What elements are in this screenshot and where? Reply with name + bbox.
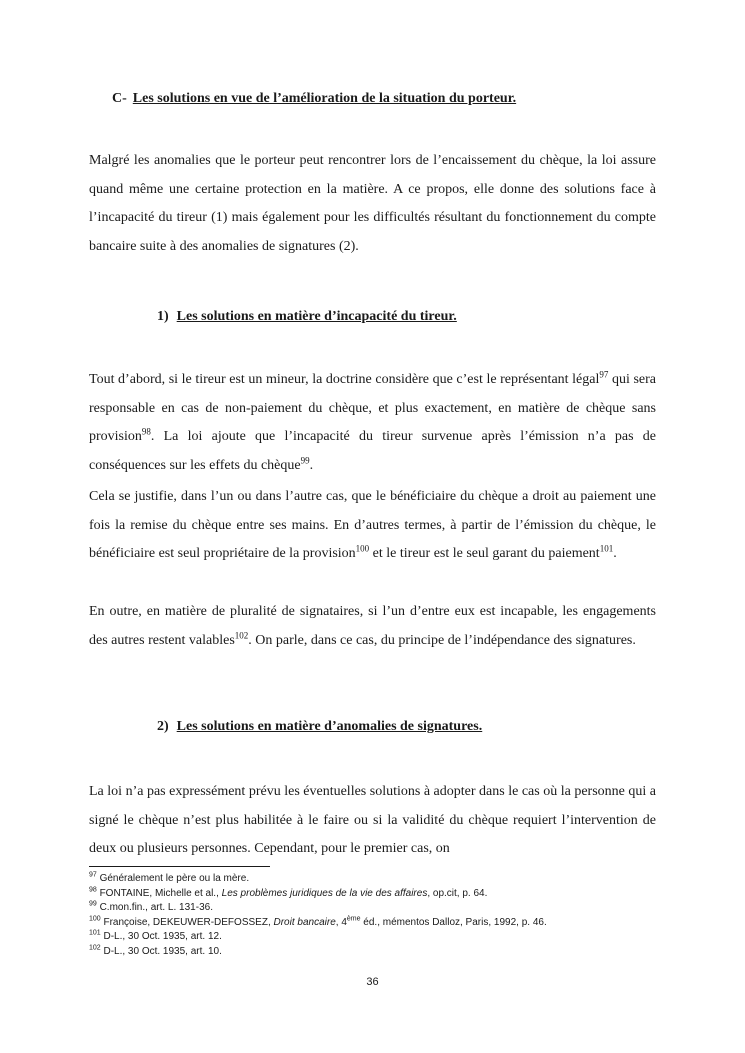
footnote-97: $^{97}$ Généralement le père ou la mère. (89, 871, 250, 884)
subsection-1-title: Les solutions en matière d’incapacité du tireur. (176, 309, 457, 324)
intro-paragraph: Malgré les anomalies que le porteur peut rencontrer lors de l’encaissement du chèque, la loi assure quand même une certaine protection en la matière. A ce propos, elle donne des solutions face à l’incapacité du tireur (1) mais également pour les difficultés résultant du fonctionnement du compte bancaire suite à des anomalies de signatures (2). (89, 153, 656, 254)
footnote-ref-100[interactable]: 100 (355, 543, 370, 554)
footnotes (89, 872, 689, 960)
subsection-1-number: 1) (157, 309, 169, 324)
subsection-1-heading (157, 309, 457, 325)
page-number: 36 (366, 976, 379, 988)
subsection-2-number: 2) (157, 719, 169, 734)
footnote-99: $^{99}$ C.mon.fin., art. L. 131-36. (89, 900, 213, 914)
subsection-2-title: Les solutions en matière d’anomalies de signatures. (176, 719, 483, 734)
subsection-1-paragraph-3: En outre, en matière de pluralité de signataires, si l’un d’entre eux est incapable, les engagements des autres restent valables$^{102}$. On parle, dans ce cas, du principe de l’indépendance des signatures. (89, 604, 656, 648)
subsection-2-heading (157, 719, 482, 735)
section-title: Les solutions en vue de l’amélioration de la situation du porteur. (132, 91, 517, 106)
footnote-ref-97[interactable]: 97 (599, 369, 609, 380)
footnote-ref-98[interactable]: 98 (141, 426, 151, 437)
footnote-100: $^{100}$ Françoise, DEKEUWER-DEFOSSEZ, Droit bancaire, 4ème éd., mémentos Dalloz, Paris, 1992, p. 46. (89, 915, 547, 928)
footnote-102: $^{102}$ D-L., 30 Oct. 1935, art. 10. (89, 944, 222, 957)
footnote-101: $^{101}$ D-L., 30 Oct. 1935, art. 12. (89, 930, 222, 943)
section-heading (112, 91, 516, 107)
subsection-2-paragraph-1: La loi n’a pas expressément prévu les éventuelles solutions à adopter dans le cas où la personne qui a signé le chèque n’est plus habilitée à le faire ou si la validité du chèque requiert l’intervention de deux ou plusieurs personnes. Cependant, pour le premier cas, on (89, 784, 656, 856)
footnote-ref-101[interactable]: 101 (599, 543, 614, 554)
section-mark: C- (112, 91, 127, 106)
subsection-1-paragraph-2: Cela se justifie, dans l’un ou dans l’autre cas, que le bénéficiaire du chèque a droit au paiement une fois la remise du chèque entre ses mains. En d’autres termes, à partir de l’émission du chèque, le bénéficiaire est seul propriétaire de la provision$^{100}$ et le tireur est le seul garant du paiement$^{101}$. (89, 489, 656, 561)
subsection-1-paragraph-1: Tout d’abord, si le tireur est un mineur, la doctrine considère que c’est le représentant légal$^{97}$ qui sera responsable en cas de non-paiement du chèque, et plus exactement, en matière de chèque sans provision$^{98}$. La loi ajoute que l’incapacité du tireur survenue après l’émission n’a pas de conséquences sur les effets du chèque$^{99}$. (89, 369, 656, 473)
footnote-98: $^{98}$ FONTAINE, Michelle et al., Les problèmes juridiques de la vie des affaires, op.cit, p. 64. (89, 886, 488, 899)
footnote-ref-99[interactable]: 99 (300, 454, 310, 465)
footnote-ref-102[interactable]: 102 (234, 629, 249, 640)
footnote-separator (89, 866, 270, 867)
